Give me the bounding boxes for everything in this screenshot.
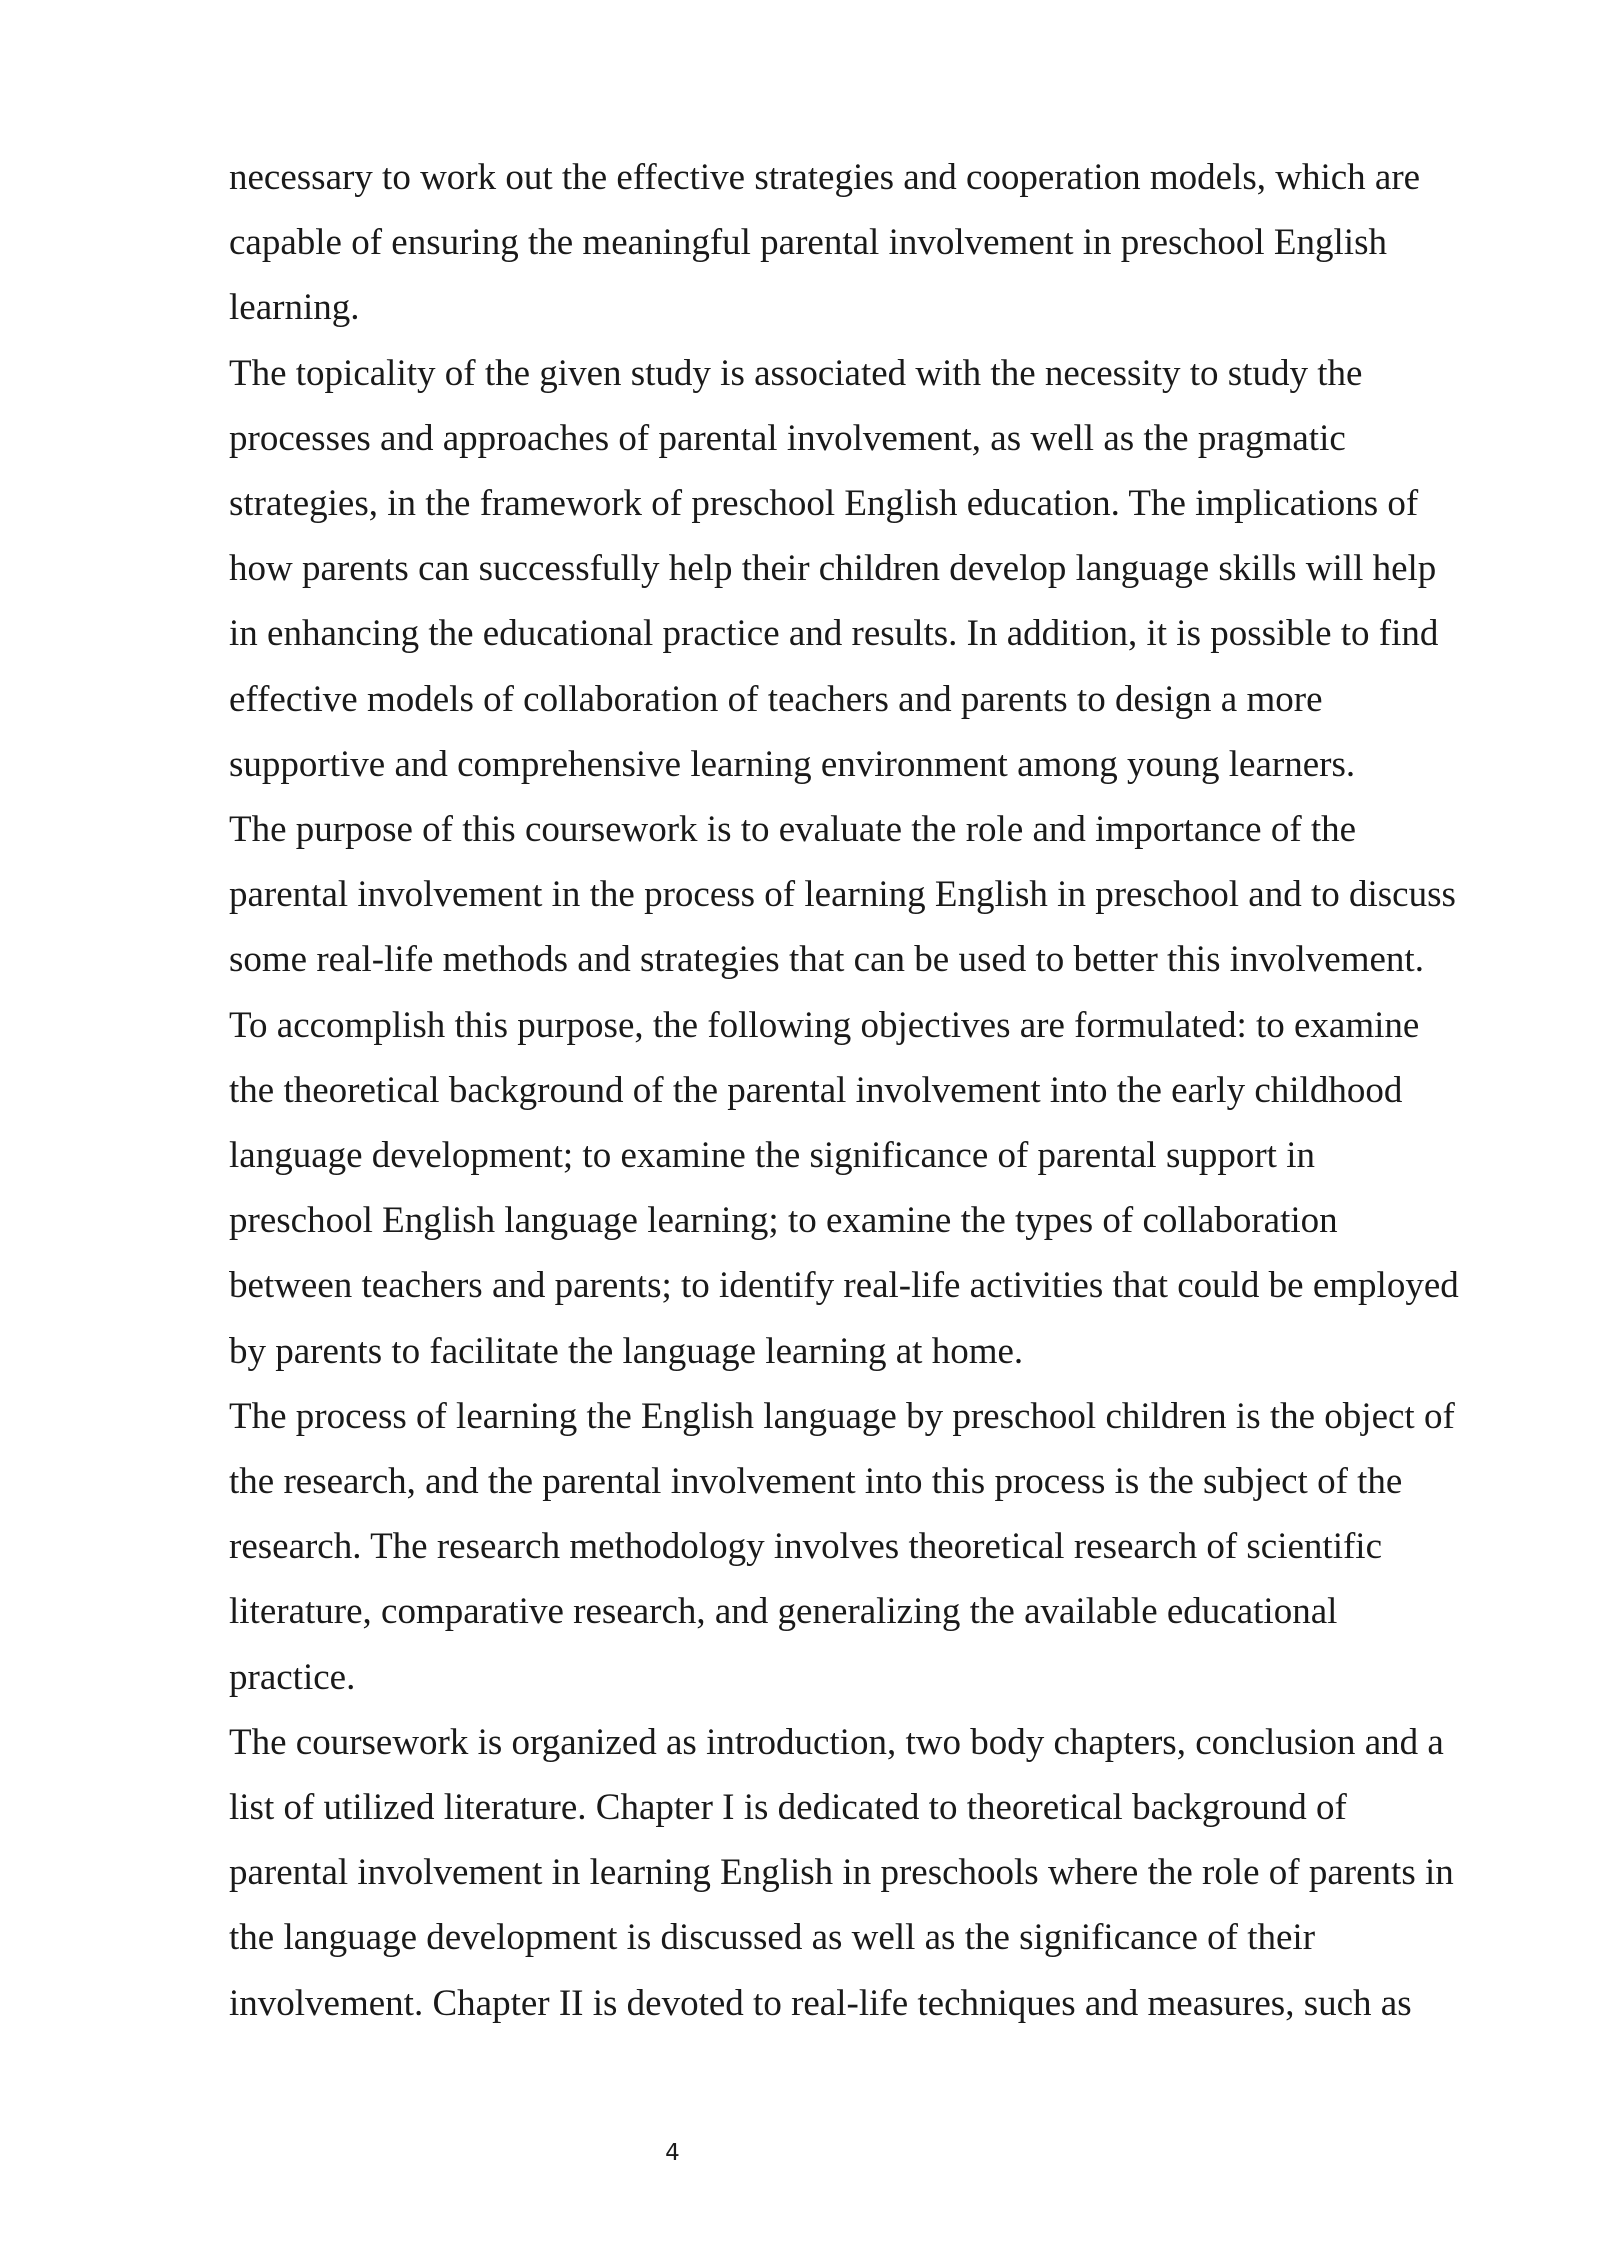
text-line: the language development is discussed as well as the significance of their: [229, 1917, 1316, 1959]
text-line: preschool English language learning; to examine the types of collaboration: [229, 1200, 1338, 1242]
text-line: how parents can successfully help their children develop language skills will help: [229, 548, 1437, 590]
paragraph: [229, 1384, 1499, 1710]
text-line: To accomplish this purpose, the following objectives are formulated: to examine: [229, 1004, 1420, 1046]
text-line: parental involvement in the process of learning English in preschool and to discuss: [229, 874, 1456, 916]
paragraph: [229, 341, 1499, 797]
text-line: The coursework is organized as introduction, two body chapters, conclusion and a: [229, 1721, 1444, 1763]
text-line: by parents to facilitate the language learning at home.: [229, 1330, 1024, 1372]
text-line: involvement. Chapter II is devoted to real-life techniques and measures, such as: [229, 1982, 1412, 2024]
text-line: The topicality of the given study is associated with the necessity to study the: [229, 352, 1363, 394]
body-text: [229, 145, 1499, 2036]
text-line: effective models of collaboration of teachers and parents to design a more: [229, 678, 1323, 720]
text-line: strategies, in the framework of preschool English education. The implications of: [229, 483, 1419, 525]
page-number: 4: [665, 2140, 680, 2166]
text-line: the research, and the parental involvement into this process is the subject of the: [229, 1461, 1403, 1503]
text-line: processes and approaches of parental involvement, as well as the pragmatic: [229, 417, 1346, 459]
text-line: literature, comparative research, and generalizing the available educational: [229, 1591, 1338, 1633]
text-line: The purpose of this coursework is to evaluate the role and importance of the: [229, 809, 1357, 851]
paragraph: [229, 145, 1499, 341]
text-line: capable of ensuring the meaningful parental involvement in preschool English: [229, 222, 1387, 264]
text-line: necessary to work out the effective strategies and cooperation models, which are: [229, 157, 1421, 198]
paragraph: [229, 797, 1499, 1384]
text-line: in enhancing the educational practice and results. In addition, it is possible to find: [229, 613, 1439, 655]
text-line: The process of learning the English language by preschool children is the object of: [229, 1395, 1455, 1437]
text-line: parental involvement in learning English in preschools where the role of parents in: [229, 1852, 1454, 1894]
text-line: supportive and comprehensive learning environment among young learners.: [229, 743, 1356, 785]
text-line: learning.: [229, 287, 360, 329]
text-line: practice.: [229, 1656, 356, 1698]
paragraph: [229, 1710, 1499, 2036]
text-line: research. The research methodology involves theoretical research of scientific: [229, 1526, 1382, 1568]
text-line: language development; to examine the significance of parental support in: [229, 1135, 1315, 1177]
text-line: the theoretical background of the parental involvement into the early childhood: [229, 1069, 1403, 1111]
text-line: between teachers and parents; to identify real-life activities that could be employed: [229, 1265, 1459, 1307]
text-line: list of utilized literature. Chapter I is dedicated to theoretical background of: [229, 1787, 1347, 1829]
text-line: some real-life methods and strategies that can be used to better this involvement.: [229, 939, 1424, 981]
